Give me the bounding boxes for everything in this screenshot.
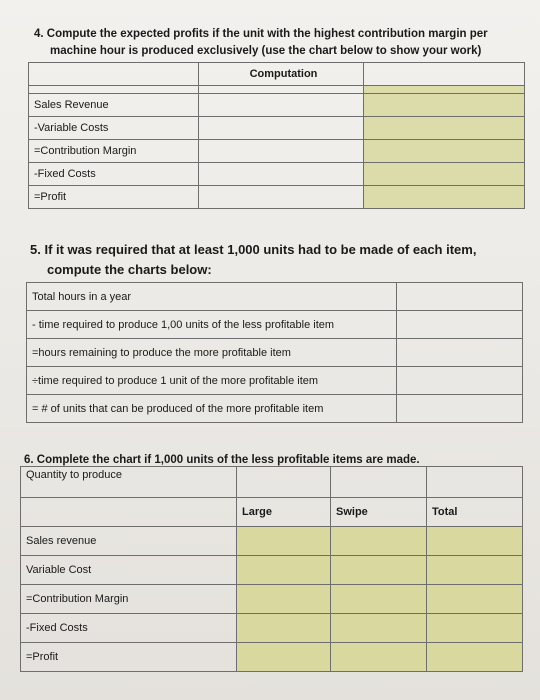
answer-cell[interactable] xyxy=(364,186,525,209)
question-4-line-1: 4. Compute the expected profits if the unit with the highest contribution margin per xyxy=(34,28,488,40)
answer-cell[interactable] xyxy=(397,283,523,311)
answer-cell[interactable] xyxy=(364,94,525,117)
quantity-header: Quantity to produce xyxy=(21,467,237,498)
answer-cell[interactable] xyxy=(331,556,427,585)
question-4-line-2: machine hour is produced exclusively (use the chart below to show your work) xyxy=(50,45,482,57)
computation-cell[interactable] xyxy=(199,186,364,209)
answer-cell[interactable] xyxy=(331,614,427,643)
row-label: = # of units that can be produced of the more profitable item xyxy=(27,395,397,423)
table-cell xyxy=(427,467,523,498)
answer-cell[interactable] xyxy=(331,527,427,556)
row-label: -Fixed Costs xyxy=(21,614,237,643)
question-5 xyxy=(30,240,520,280)
answer-cell[interactable] xyxy=(427,556,523,585)
table-cell xyxy=(331,467,427,498)
answer-cell[interactable] xyxy=(237,614,331,643)
answer-cell[interactable] xyxy=(397,367,523,395)
hours-table xyxy=(26,282,523,423)
row-label: =Profit xyxy=(29,186,199,209)
answer-cell[interactable] xyxy=(237,527,331,556)
answer-cell[interactable] xyxy=(237,585,331,614)
table-cell xyxy=(29,63,199,86)
table-cell xyxy=(364,63,525,86)
table-cell xyxy=(199,86,364,94)
answer-cell[interactable] xyxy=(397,395,523,423)
row-label: Total hours in a year xyxy=(27,283,397,311)
question-5-line-1: 5. If it was required that at least 1,000 units had to be made of each item, xyxy=(30,242,477,257)
row-label: =Contribution Margin xyxy=(29,140,199,163)
row-label: -Variable Costs xyxy=(29,117,199,140)
answer-cell[interactable] xyxy=(331,643,427,672)
computation-cell[interactable] xyxy=(199,117,364,140)
answer-cell[interactable] xyxy=(237,643,331,672)
answer-cell[interactable] xyxy=(364,117,525,140)
computation-header: Computation xyxy=(199,63,364,86)
computation-cell[interactable] xyxy=(199,140,364,163)
profit-computation-table xyxy=(28,62,525,209)
computation-cell[interactable] xyxy=(199,163,364,186)
computation-cell[interactable] xyxy=(199,94,364,117)
row-label: -Fixed Costs xyxy=(29,163,199,186)
answer-cell[interactable] xyxy=(427,643,523,672)
question-6: 6. Complete the chart if 1,000 units of the less profitable items are made. xyxy=(24,454,420,466)
column-header-swipe: Swipe xyxy=(331,498,427,527)
question-4 xyxy=(34,26,514,60)
answer-cell[interactable] xyxy=(364,86,525,94)
row-label: ÷time required to produce 1 unit of the more profitable item xyxy=(27,367,397,395)
answer-cell[interactable] xyxy=(237,556,331,585)
table-cell xyxy=(29,86,199,94)
answer-cell[interactable] xyxy=(427,614,523,643)
answer-cell[interactable] xyxy=(364,140,525,163)
row-label: Variable Cost xyxy=(21,556,237,585)
answer-cell[interactable] xyxy=(397,311,523,339)
table-cell xyxy=(237,467,331,498)
row-label: Sales revenue xyxy=(21,527,237,556)
row-label: Sales Revenue xyxy=(29,94,199,117)
answer-cell[interactable] xyxy=(397,339,523,367)
answer-cell[interactable] xyxy=(364,163,525,186)
row-label: - time required to produce 1,00 units of the less profitable item xyxy=(27,311,397,339)
column-header-total: Total xyxy=(427,498,523,527)
answer-cell[interactable] xyxy=(427,527,523,556)
table-cell xyxy=(21,498,237,527)
answer-cell[interactable] xyxy=(331,585,427,614)
row-label: =Contribution Margin xyxy=(21,585,237,614)
row-label: =Profit xyxy=(21,643,237,672)
answer-cell[interactable] xyxy=(427,585,523,614)
question-5-line-2: compute the charts below: xyxy=(47,262,212,277)
column-header-large: Large xyxy=(237,498,331,527)
production-chart-table xyxy=(20,466,523,672)
row-label: =hours remaining to produce the more profitable item xyxy=(27,339,397,367)
